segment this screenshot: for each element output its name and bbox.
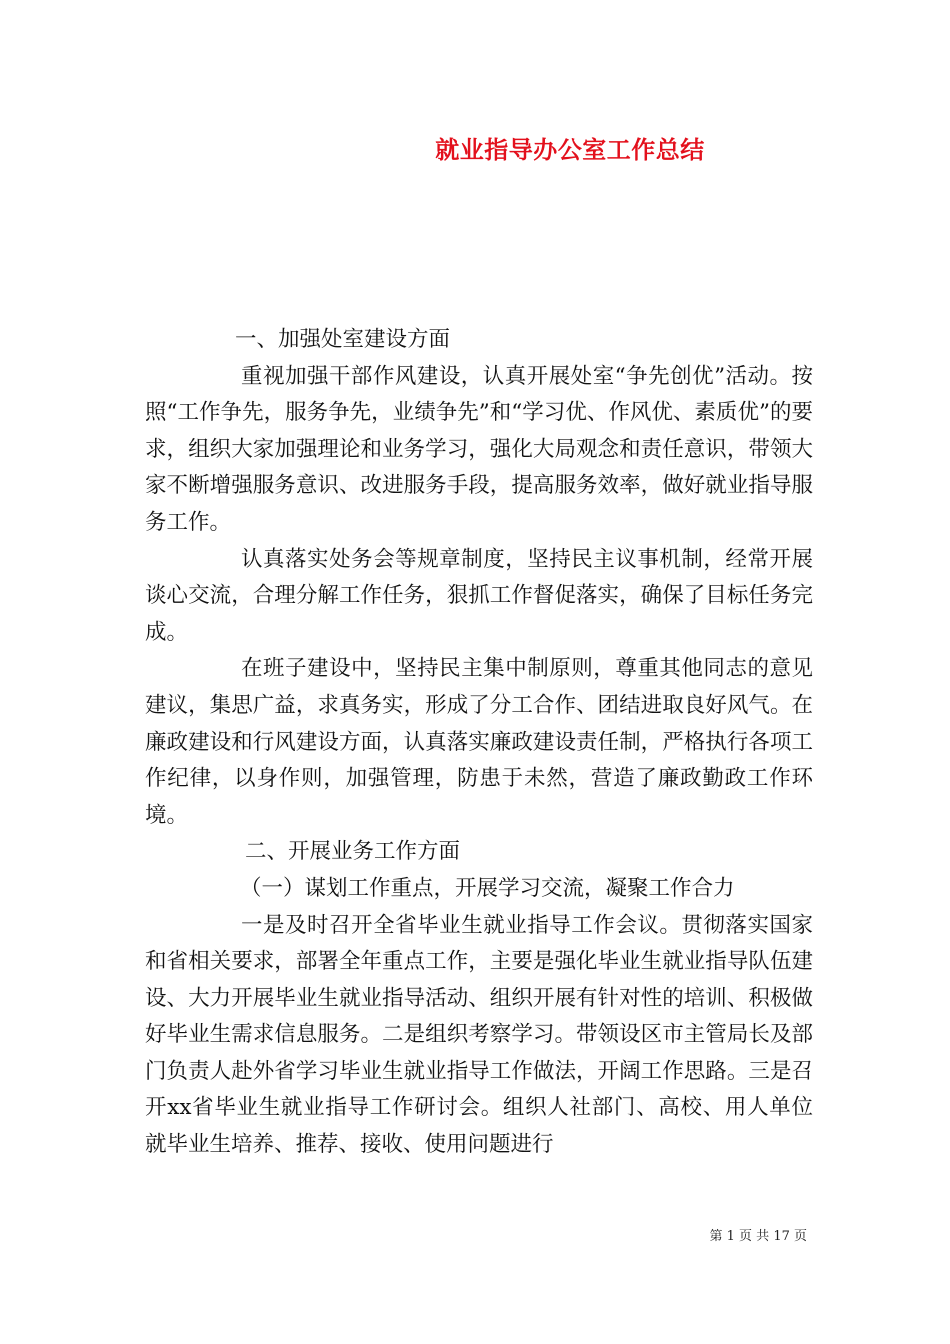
paragraph: 重视加强干部作风建设，认真开展处室“争先创优”活动。按照“工作争先，服务争先，业绩争先”和“学习优、作风优、素质优”的要求，组织大家加强理论和业务学习，强化大局观念和责任意识，带领大家不断增强服务意识、改进服务手段，提高服务效率，做好就业指导服务工作。 [145, 363, 813, 535]
paragraph: 认真落实处务会等规章制度，坚持民主议事机制，经常开展谈心交流，合理分解工作任务，狠抓工作督促落实，确保了目标任务完成。 [145, 546, 813, 645]
document-body [145, 322, 813, 1164]
subsection-heading: （一）谋划工作重点，开展学习交流，凝聚工作合力 [240, 875, 735, 901]
page-number: 第 1 页 共 17 页 [709, 1229, 807, 1244]
paragraph: 一是及时召开全省毕业生就业指导工作会议。贯彻落实国家和省相关要求，部署全年重点工作，主要是强化毕业生就业指导队伍建设、大力开展毕业生就业指导活动、组织开展有针对性的培训、积极做好毕业生需求信息服务。二是组织考察学习。带领设区市主管局长及部门负责人赴外省学习毕业生就业指导工作做法，开阔工作思路。三是召开xx省毕业生就业指导工作研讨会。组织人社部门、高校、用人单位就毕业生培养、推荐、接收、使用问题进行 [145, 912, 813, 1158]
document-title: 就业指导办公室工作总结 [435, 136, 705, 164]
paragraph: 在班子建设中，坚持民主集中制原则，尊重其他同志的意见建议，集思广益，求真务实，形成了分工合作、团结进取良好风气。在廉政建设和行风建设方面，认真落实廉政建设责任制，严格执行各项工作纪律，以身作则，加强管理，防患于未然，营造了廉政勤政工作环境。 [145, 656, 813, 828]
section-heading-2: 二、开展业务工作方面 [245, 839, 461, 865]
section-heading-1: 一、加强处室建设方面 [235, 327, 451, 352]
